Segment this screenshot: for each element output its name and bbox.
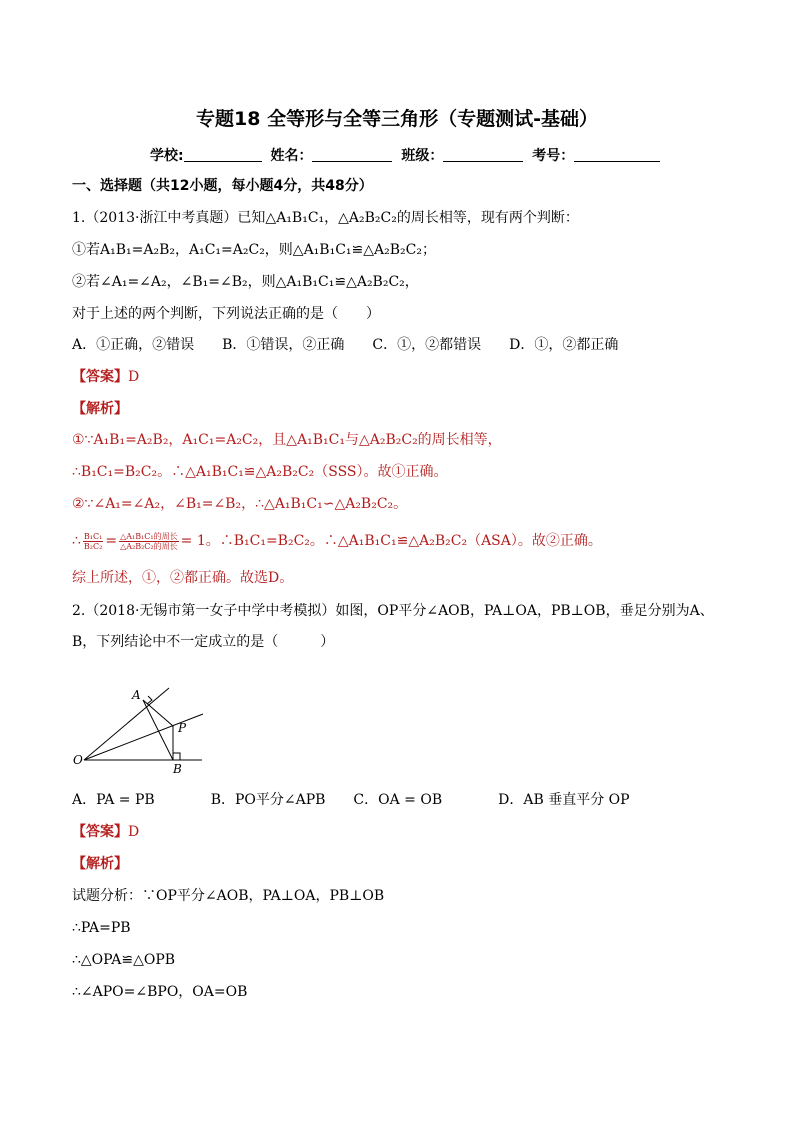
q2-stem-2: B，下列结论中不一定成立的是（ ） bbox=[72, 634, 335, 650]
fraction-numerator: B₁C₁ bbox=[83, 531, 103, 541]
page-title: 专题18 全等形与全等三角形（专题测试-基础） bbox=[196, 108, 598, 130]
geometry-figure bbox=[72, 680, 222, 780]
school-blank[interactable] bbox=[184, 147, 262, 162]
q1-judgement-1: ①若A₁B₁=A₂B₂，A₁C₁=A₂C₂，则△A₁B₁C₁≌△A₂B₂C₂； bbox=[72, 242, 436, 258]
label-b: B bbox=[173, 762, 182, 776]
class-blank[interactable] bbox=[443, 147, 523, 162]
fraction-perimeters bbox=[119, 532, 179, 551]
right-angle-mark-b bbox=[173, 753, 180, 760]
q1-analysis-label: 【解析】 bbox=[72, 401, 128, 417]
exam-no-blank[interactable] bbox=[574, 147, 660, 162]
ray-oa bbox=[84, 688, 169, 760]
q1-stem: 1.（2013·浙江中考真题）已知△A₁B₁C₁，△A₂B₂C₂的周长相等，现有两个判断： bbox=[72, 210, 579, 226]
solution-tail: = 1。∴B₁C₁=B₂C₂。∴△A₁B₁C₁≌△A₂B₂C₂（ASA）。故②正确。 bbox=[180, 533, 602, 549]
q2-answer bbox=[72, 822, 139, 842]
class-label: 班级： bbox=[401, 148, 444, 164]
answer-value: D bbox=[128, 824, 140, 840]
q2-solution-3: ∴△OPA≌△OPB bbox=[72, 952, 176, 968]
label-p: P bbox=[178, 721, 187, 735]
name-blank[interactable] bbox=[312, 147, 392, 162]
q2-stem-1: 2.（2018·无锡市第一女子中学中考模拟）如图，OP平分∠AOB，PA⊥OA，PB⊥OB，垂足分别为A、 bbox=[72, 603, 714, 619]
q2-solution-4: ∴∠APO=∠BPO，OA=OB bbox=[72, 984, 248, 1000]
label-a: A bbox=[132, 688, 141, 702]
answer-value: D bbox=[128, 369, 140, 385]
q1-solution-1: ①∵A₁B₁=A₂B₂，A₁C₁=A₂C₂，且△A₁B₁C₁与△A₂B₂C₂的周长相等， bbox=[72, 432, 502, 448]
q2-solution-2: ∴PA=PB bbox=[72, 920, 131, 936]
q2-options: A．PA = PB B．PO平分∠APB C．OA = OB D．AB 垂直平分 OP bbox=[72, 792, 630, 808]
exam-no-label: 考号： bbox=[532, 148, 575, 164]
therefore-symbol: ∴ bbox=[72, 533, 81, 549]
fraction-numerator: △A₁B₁C₁的周长 bbox=[120, 531, 178, 541]
answer-label: 【答案】 bbox=[72, 824, 128, 840]
q1-options: A．①正确，②错误 B．①错误，②正确 C．①，②都错误 D．①，②都正确 bbox=[72, 337, 619, 353]
fraction-denominator: △A₂B₂C₂的周长 bbox=[120, 541, 178, 551]
q1-answer bbox=[72, 367, 139, 387]
q1-solution-2: ∴B₁C₁=B₂C₂。∴△A₁B₁C₁≌△A₂B₂C₂（SSS）。故①正确。 bbox=[72, 464, 448, 480]
section-heading: 一、选择题（共12小题，每小题4分，共48分） bbox=[72, 178, 373, 194]
student-info-row bbox=[150, 145, 664, 165]
answer-label: 【答案】 bbox=[72, 369, 128, 385]
school-label: 学校: bbox=[150, 148, 184, 164]
q1-question: 对于上述的两个判断，下列说法正确的是（ ） bbox=[72, 306, 380, 322]
fraction-denominator: B₂C₂ bbox=[83, 541, 103, 551]
fraction-sides bbox=[83, 532, 103, 551]
q2-analysis-label: 【解析】 bbox=[72, 856, 128, 872]
q1-judgement-2: ②若∠A₁=∠A₂，∠B₁=∠B₂，则△A₁B₁C₁≌△A₂B₂C₂， bbox=[72, 274, 419, 290]
q2-solution-1: 试题分析：∵OP平分∠AOB，PA⊥OA，PB⊥OB bbox=[72, 888, 385, 904]
segment-ab bbox=[143, 700, 173, 760]
q1-solution-4: ∴ $\frac{\text{B₁C₁}}{\text{B₂C₂}}$ = $\frac{\text{△A₁B₁C₁的周长}}{\text{△A₂B₂C₂的周长}}$ = 1。∴B₁C₁=B₂C₂。∴△A₁B₁C₁≌△A₂B₂C₂（ASA）。故②正确。 bbox=[72, 531, 602, 551]
name-label: 姓名： bbox=[270, 148, 313, 164]
q1-solution-5: 综上所述，①，②都正确。故选D。 bbox=[72, 570, 294, 586]
label-o: O bbox=[73, 753, 83, 767]
q1-solution-3: ②∵∠A₁=∠A₂，∠B₁=∠B₂，∴△A₁B₁C₁∽△A₂B₂C₂。 bbox=[72, 496, 408, 512]
